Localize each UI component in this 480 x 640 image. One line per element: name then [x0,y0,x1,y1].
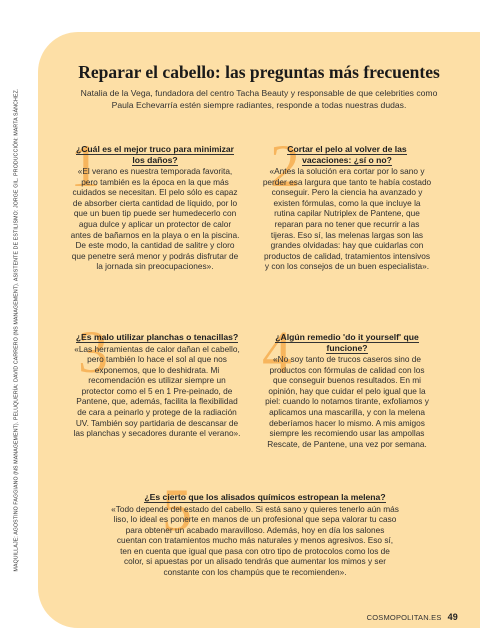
page-footer [367,612,458,622]
question-number: 4 [262,319,292,385]
answer: «El verano es nuestra temporada favorita, pero también es la época en la que más cuidados se necesitan. El pelo sólo es capaz de absorber cierta cantidad de líquido, por lo que un buen tip puede ser humedecerlo con agua dulce y aplicar un protector de calor antes de bañarnos en la playa o en la piscina. De este modo, la cantidad de salitre y cloro que penetre será menor y podrás disfrutar de la jornada sin preocupaciones». [70,166,240,272]
question-number: 1 [70,133,100,199]
qa-block-4 [262,319,432,449]
question-text: ¿Cuál es el mejor truco para minimizar los daños? [75,144,235,165]
qa-block-1 [70,133,240,272]
question-text: ¿Es cierto que los alisados químicos estropean la melena? [144,492,386,502]
answer: «Antes la solución era cortar por lo sano y perder esa largura que tanto te había costado conseguir. Pero la ciencia ha avanzado y existen fórmulas, como la que incluye la rutina capilar Nutriplex de Pantene, que reparan para no tener que recurrir a las tijeras. Eso sí, las melenas largas son las grandes olvidadas: hay que cuidarlas con productos de calidad, tratamientos intensivos y con los consejos de un buen especialista». [262,166,432,272]
question [110,492,400,503]
qa-block-3 [72,319,242,439]
question [72,332,242,343]
question-text: Cortar el pelo al volver de las vacaciones: ¿sí o no? [287,144,407,165]
answer: «Todo depende del estado del cabello. Si está sano y quieres tenerlo aún más liso, lo ideal es ponerte en manos de un profesional que sepa valorar tu caso para obtener un acabado maravilloso. Además, hoy en día los salones cuentan con tratamientos mucho más naturales y menos agresivos. Eso sí, ten en cuenta que igual que pasa con otro tipo de protocolos como los de color, si apuestas por un alisado tendrás que aumentar los mimos y ser constante con los champús que te recomienden». [111,503,399,578]
qa-block-5 [110,477,400,578]
question-number: 3 [78,319,108,385]
article-title: Reparar el cabello: las preguntas más frecuentes [78,62,440,82]
question-text: ¿Algún remedio 'do it yourself' que funcione? [275,332,419,353]
question [70,144,240,165]
footer-site: COSMOPOLITAN.ES [366,613,442,622]
article-intro: Natalia de la Vega, fundadora del centro Tacha Beauty y responsable de que celebrities como Paula Echevarría estén siempre radiantes, responde a todas nuestras dudas. [80,88,438,110]
qa-block-2 [262,133,432,272]
question [262,332,432,353]
question-text: ¿Es malo utilizar planchas o tenacillas? [75,332,239,342]
question [262,144,432,165]
photo-credits-text: MAQUILLAJE: AGOSTINO FAGGIANO (NS MANAGEMENT). PELUQUERÍA: DAVID CARRERO (NS MANAGEMENT). ASISTENTE DE ESTILISMO: JORGE GIL. PRODUCCIÓN: MARTA SÁNCHEZ. [13,88,19,572]
answer: «Las herramientas de calor dañan el cabello, pero también lo hace el sol al que nos exponemos, que lo deshidrata. Mi recomendación es utilizar siempre un protector como el 5 en 1 Pre-peinado, de Pantene, que, además, facilita la flexibilidad de cara a peinarlo y protege de la radiación UV. También soy partidaria de descansar de las planchas y secadores durante el verano». [73,343,241,439]
question-number: 2 [270,133,300,199]
photo-credits [4,70,28,590]
answer: «No soy tanto de trucos caseros sino de productos con fórmulas de calidad con los que conseguir buenos resultados. En mi opinión, hay que cuidar el pelo igual que la piel: cuando lo notamos tirante, exfoliamos y aplicamos una mascarilla, y con la melena deberíamos hacer lo mismo. A mis amigos siempre les recomiendo usar las ampollas Rescate, de Pantene, una vez por semana. [265,354,429,449]
question-number: 5 [162,477,192,543]
page-number: 49 [447,612,458,622]
